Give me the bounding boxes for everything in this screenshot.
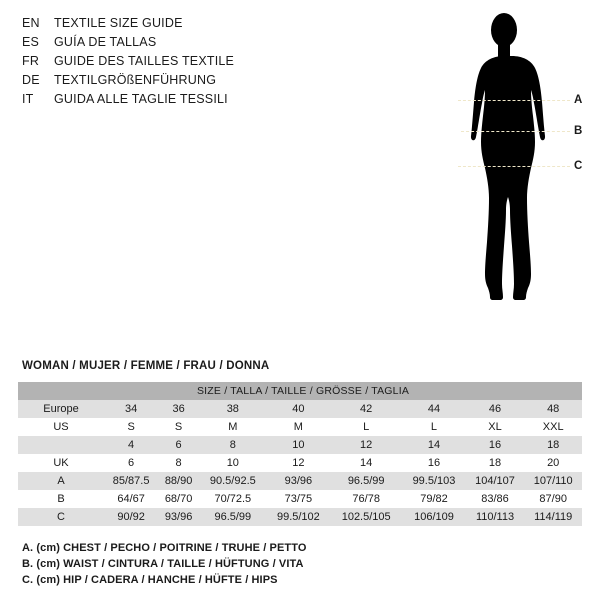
row-label: US — [18, 418, 104, 436]
row-label: C — [18, 508, 104, 526]
cell: 16 — [466, 436, 525, 454]
language-title-list — [22, 14, 352, 109]
size-table — [18, 382, 582, 526]
cell: 12 — [267, 454, 330, 472]
cell: 46 — [466, 400, 525, 418]
cell: 114/119 — [524, 508, 582, 526]
cell: 10 — [267, 436, 330, 454]
cell: 44 — [402, 400, 465, 418]
language-title: GUIDE DES TAILLES TEXTILE — [54, 54, 235, 68]
language-row — [22, 33, 352, 52]
cell: 68/70 — [158, 490, 199, 508]
note-c: C. (cm) HIP / CADERA / HANCHE / HÜFTE / HIPS — [22, 574, 278, 586]
language-title: TEXTILE SIZE GUIDE — [54, 16, 183, 30]
measure-line-a — [458, 100, 570, 101]
table-row — [18, 454, 582, 472]
cell: 8 — [158, 454, 199, 472]
cell: 10 — [199, 454, 267, 472]
row-label: Europe — [18, 400, 104, 418]
row-label: UK — [18, 454, 104, 472]
language-code: IT — [22, 92, 34, 106]
cell: 8 — [199, 436, 267, 454]
cell: 16 — [402, 454, 465, 472]
cell: 99.5/102 — [267, 508, 330, 526]
cell: 42 — [330, 400, 402, 418]
cell: 4 — [104, 436, 158, 454]
measure-label-b: B — [574, 125, 583, 137]
cell: 106/109 — [402, 508, 465, 526]
cell: M — [199, 418, 267, 436]
language-title: TEXTILGRÖßENFÜHRUNG — [54, 73, 217, 87]
table-row — [18, 472, 582, 490]
table-header-label: SIZE / TALLA / TAILLE / GRÖSSE / TAGLIA — [18, 382, 582, 400]
cell: L — [402, 418, 465, 436]
language-title: GUIDA ALLE TAGLIE TESSILI — [54, 92, 228, 106]
cell: 93/96 — [267, 472, 330, 490]
measure-line-c — [458, 166, 570, 167]
table-header-row — [18, 382, 582, 400]
female-silhouette-icon — [420, 8, 595, 373]
cell: 20 — [524, 454, 582, 472]
note-b: B. (cm) WAIST / CINTURA / TAILLE / HÜFTUNG / VITA — [22, 558, 304, 570]
measure-line-b — [461, 131, 570, 132]
cell: 96.5/99 — [330, 472, 402, 490]
cell: 90.5/92.5 — [199, 472, 267, 490]
cell: 76/78 — [330, 490, 402, 508]
table-row — [18, 490, 582, 508]
female-body-figure — [420, 8, 595, 373]
cell: 64/67 — [104, 490, 158, 508]
cell: 88/90 — [158, 472, 199, 490]
cell: 14 — [402, 436, 465, 454]
cell: 36 — [158, 400, 199, 418]
cell: 18 — [466, 454, 525, 472]
language-row — [22, 90, 352, 109]
language-row — [22, 52, 352, 71]
cell: XL — [466, 418, 525, 436]
table-row — [18, 508, 582, 526]
table-row — [18, 436, 582, 454]
measure-label-a: A — [574, 94, 583, 106]
cell: 73/75 — [267, 490, 330, 508]
language-row — [22, 14, 352, 33]
measure-label-c: C — [574, 160, 583, 172]
row-label — [18, 436, 104, 454]
cell: 79/82 — [402, 490, 465, 508]
cell: 93/96 — [158, 508, 199, 526]
language-code: DE — [22, 73, 40, 87]
cell: L — [330, 418, 402, 436]
cell: S — [158, 418, 199, 436]
language-title: GUÍA DE TALLAS — [54, 35, 157, 49]
cell: 99.5/103 — [402, 472, 465, 490]
cell: 90/92 — [104, 508, 158, 526]
language-code: EN — [22, 16, 40, 30]
cell: S — [104, 418, 158, 436]
measurement-notes — [22, 540, 522, 588]
cell: 48 — [524, 400, 582, 418]
cell: 104/107 — [466, 472, 525, 490]
cell: 102.5/105 — [330, 508, 402, 526]
section-title-woman: WOMAN / MUJER / FEMME / FRAU / DONNA — [22, 360, 270, 372]
cell: 85/87.5 — [104, 472, 158, 490]
cell: XXL — [524, 418, 582, 436]
cell: 40 — [267, 400, 330, 418]
cell: 83/86 — [466, 490, 525, 508]
cell: M — [267, 418, 330, 436]
row-label: B — [18, 490, 104, 508]
cell: 14 — [330, 454, 402, 472]
cell: 87/90 — [524, 490, 582, 508]
table-row — [18, 418, 582, 436]
row-label: A — [18, 472, 104, 490]
table-row — [18, 400, 582, 418]
note-a: A. (cm) CHEST / PECHO / POITRINE / TRUHE / PETTO — [22, 542, 307, 554]
cell: 6 — [158, 436, 199, 454]
cell: 6 — [104, 454, 158, 472]
cell: 34 — [104, 400, 158, 418]
cell: 38 — [199, 400, 267, 418]
cell: 110/113 — [466, 508, 525, 526]
language-code: FR — [22, 54, 40, 68]
language-code: ES — [22, 35, 40, 49]
cell: 18 — [524, 436, 582, 454]
cell: 107/110 — [524, 472, 582, 490]
cell: 12 — [330, 436, 402, 454]
language-row — [22, 71, 352, 90]
cell: 96.5/99 — [199, 508, 267, 526]
cell: 70/72.5 — [199, 490, 267, 508]
